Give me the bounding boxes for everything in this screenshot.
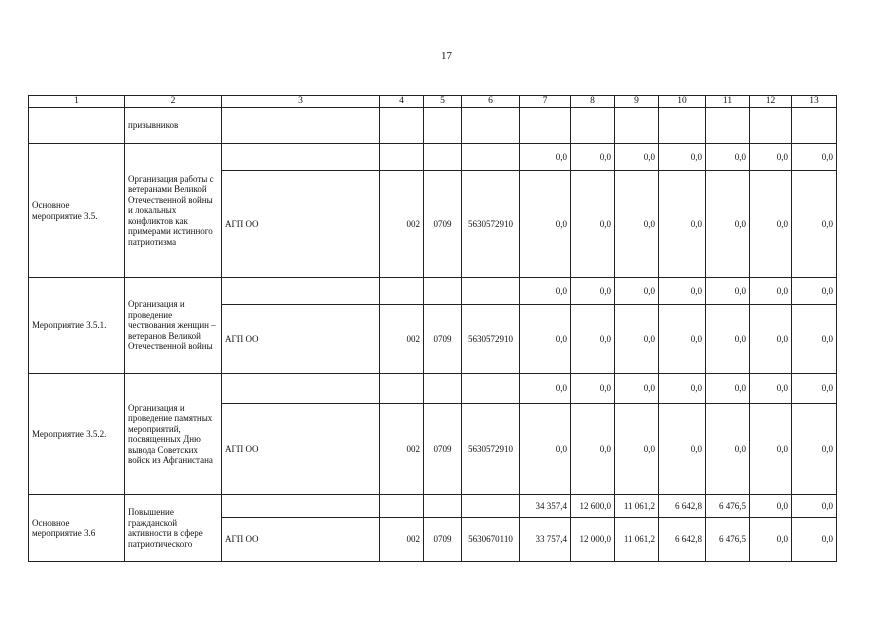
column-header: 9 (615, 96, 659, 108)
empty-cell (222, 108, 380, 144)
column-header: 12 (750, 96, 792, 108)
amount-cell: 0,0 (520, 171, 571, 278)
column-header: 8 (571, 96, 615, 108)
amount-cell: 0,0 (520, 144, 571, 171)
grbs-code: 002 (380, 404, 424, 495)
amount-cell: 0,0 (792, 374, 837, 404)
amount-cell: 0,0 (615, 305, 659, 374)
empty-cell (462, 374, 520, 404)
empty-cell (222, 495, 380, 518)
amount-cell: 0,0 (750, 171, 792, 278)
amount-cell: 0,0 (520, 404, 571, 495)
total-row (29, 144, 837, 171)
empty-cell (462, 144, 520, 171)
program-budget-table (28, 95, 837, 562)
empty-cell (424, 144, 462, 171)
amount-cell: 0,0 (571, 305, 615, 374)
amount-cell: 0,0 (659, 374, 706, 404)
amount-cell: 0,0 (750, 305, 792, 374)
amount-cell: 0,0 (520, 374, 571, 404)
amount-cell: 0,0 (571, 278, 615, 305)
amount-cell: 0,0 (615, 374, 659, 404)
amount-cell: 0,0 (615, 171, 659, 278)
column-header: 13 (792, 96, 837, 108)
amount-cell: 0,0 (792, 518, 837, 562)
amount-cell: 0,0 (615, 144, 659, 171)
column-header: 4 (380, 96, 424, 108)
section-code: 0709 (424, 404, 462, 495)
empty-cell (380, 278, 424, 305)
amount-cell: 0,0 (659, 305, 706, 374)
empty-cell (792, 108, 837, 144)
measure-description: Организация и проведение памятных мероприятий, посвященных Дню вывода Советских войск из Афганистана (125, 374, 222, 495)
amount-cell: 6 476,5 (706, 518, 750, 562)
amount-cell: 0,0 (706, 278, 750, 305)
empty-cell (659, 108, 706, 144)
amount-cell: 33 757,4 (520, 518, 571, 562)
amount-cell: 6 642,8 (659, 495, 706, 518)
amount-cell: 0,0 (571, 171, 615, 278)
target-article-code: 5630572910 (462, 171, 520, 278)
column-header: 2 (125, 96, 222, 108)
target-article-code: 5630670110 (462, 518, 520, 562)
empty-cell (380, 374, 424, 404)
target-article-code: 5630572910 (462, 305, 520, 374)
amount-cell: 0,0 (659, 278, 706, 305)
measure-group (29, 144, 837, 278)
empty-cell (571, 108, 615, 144)
measure-name: Мероприятие 3.5.1. (29, 278, 125, 374)
empty-cell (380, 108, 424, 144)
section-code: 0709 (424, 305, 462, 374)
amount-cell: 0,0 (750, 495, 792, 518)
grbs-code: 002 (380, 305, 424, 374)
empty-cell (222, 278, 380, 305)
column-header: 1 (29, 96, 125, 108)
amount-cell: 0,0 (706, 404, 750, 495)
measure-group (29, 374, 837, 495)
empty-cell (462, 495, 520, 518)
amount-cell: 11 061,2 (615, 495, 659, 518)
empty-cell (750, 108, 792, 144)
measure-group (29, 278, 837, 374)
executor-cell: АГП ОО (222, 305, 380, 374)
page-number: 17 (441, 50, 452, 62)
measure-name: Основное мероприятие 3.5. (29, 144, 125, 278)
amount-cell: 0,0 (792, 144, 837, 171)
amount-cell: 11 061,2 (615, 518, 659, 562)
empty-cell (222, 144, 380, 171)
column-header: 11 (706, 96, 750, 108)
amount-cell: 0,0 (706, 305, 750, 374)
continuation-row (29, 108, 837, 144)
measure-name: Основное мероприятие 3.6 (29, 495, 125, 562)
target-article-code: 5630572910 (462, 404, 520, 495)
amount-cell: 0,0 (792, 305, 837, 374)
amount-cell: 0,0 (750, 404, 792, 495)
measure-description: Повышение гражданской активности в сфере патриотического (125, 495, 222, 562)
amount-cell: 0,0 (659, 404, 706, 495)
amount-cell: 0,0 (571, 374, 615, 404)
measure-description: Организация и проведение чествования женщин – ветеранов Великой Отечественной войны (125, 278, 222, 374)
empty-cell (380, 144, 424, 171)
amount-cell: 0,0 (750, 374, 792, 404)
empty-cell (615, 108, 659, 144)
amount-cell: 0,0 (659, 171, 706, 278)
amount-cell: 12 000,0 (571, 518, 615, 562)
total-row (29, 495, 837, 518)
measure-group (29, 495, 837, 562)
amount-cell: 0,0 (520, 278, 571, 305)
amount-cell: 6 642,8 (659, 518, 706, 562)
empty-cell (706, 108, 750, 144)
amount-cell: 0,0 (706, 171, 750, 278)
amount-cell: 0,0 (792, 278, 837, 305)
column-header: 5 (424, 96, 462, 108)
amount-cell: 12 600,0 (571, 495, 615, 518)
amount-cell: 0,0 (750, 278, 792, 305)
total-row (29, 278, 837, 305)
empty-cell (424, 108, 462, 144)
grbs-code: 002 (380, 171, 424, 278)
amount-cell: 0,0 (615, 404, 659, 495)
empty-cell (520, 108, 571, 144)
amount-cell: 0,0 (520, 305, 571, 374)
amount-cell: 6 476,5 (706, 495, 750, 518)
column-number-header-row (29, 96, 837, 108)
column-header: 7 (520, 96, 571, 108)
empty-cell (462, 108, 520, 144)
empty-cell (462, 278, 520, 305)
empty-cell (424, 278, 462, 305)
amount-cell: 0,0 (571, 144, 615, 171)
section-code: 0709 (424, 518, 462, 562)
executor-cell: АГП ОО (222, 171, 380, 278)
empty-cell (424, 374, 462, 404)
amount-cell: 0,0 (792, 495, 837, 518)
empty-cell (222, 374, 380, 404)
column-header: 3 (222, 96, 380, 108)
measure-description: Организация работы с ветеранами Великой Отечественной войны и локальных конфликтов как примерами истинного патриотизма (125, 144, 222, 278)
amount-cell: 0,0 (750, 144, 792, 171)
empty-cell (424, 495, 462, 518)
amount-cell: 0,0 (706, 374, 750, 404)
amount-cell: 0,0 (571, 404, 615, 495)
amount-cell: 0,0 (659, 144, 706, 171)
executor-cell: АГП ОО (222, 518, 380, 562)
amount-cell: 0,0 (792, 404, 837, 495)
amount-cell: 0,0 (792, 171, 837, 278)
measure-name: Мероприятие 3.5.2. (29, 374, 125, 495)
executor-cell: АГП ОО (222, 404, 380, 495)
column-header: 10 (659, 96, 706, 108)
continuation-text: призывников (125, 108, 222, 144)
amount-cell: 34 357,4 (520, 495, 571, 518)
amount-cell: 0,0 (706, 144, 750, 171)
column-header: 6 (462, 96, 520, 108)
section-code: 0709 (424, 171, 462, 278)
empty-cell (29, 108, 125, 144)
grbs-code: 002 (380, 518, 424, 562)
empty-cell (380, 495, 424, 518)
total-row (29, 374, 837, 404)
amount-cell: 0,0 (615, 278, 659, 305)
amount-cell: 0,0 (750, 518, 792, 562)
